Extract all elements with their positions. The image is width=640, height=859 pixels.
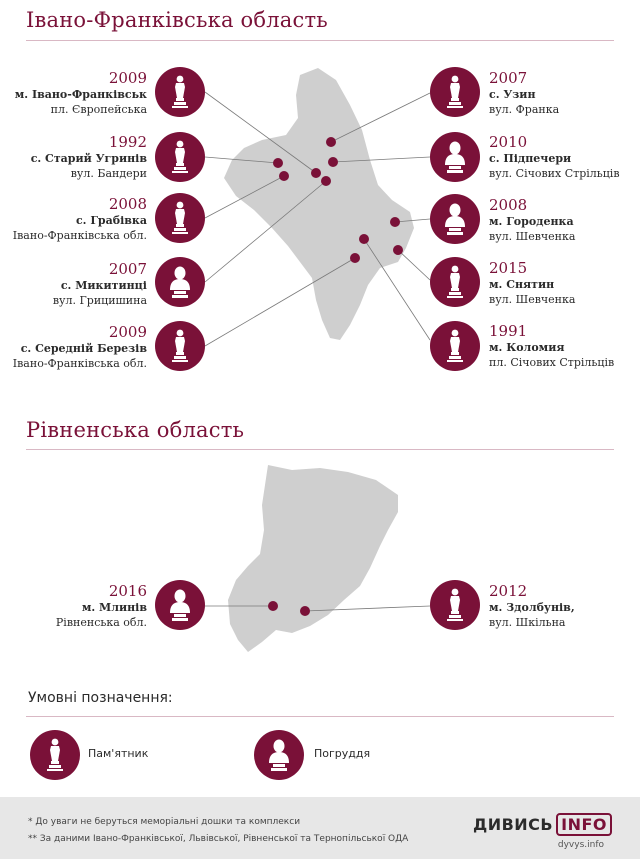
place: с. Підпечери xyxy=(489,152,572,165)
footnote: ** За даними Івано-Франківської, Львівської, Рівненської та Тернопільської ОДА xyxy=(28,834,409,844)
location-label xyxy=(489,582,575,630)
bust-icon xyxy=(430,194,480,244)
location-marker xyxy=(311,168,321,178)
place: м. Івано-Франківськ xyxy=(14,88,147,101)
location-marker xyxy=(390,217,400,227)
street: Івано-Франківська обл. xyxy=(12,229,147,242)
legend-bust-label: Погруддя xyxy=(314,747,371,760)
monument-icon xyxy=(430,321,480,371)
brand-logo xyxy=(473,815,612,834)
year: 2015 xyxy=(489,259,528,277)
year: 1992 xyxy=(108,133,147,151)
place: с. Грабівка xyxy=(75,214,147,227)
street: Рівненська обл. xyxy=(55,616,147,629)
location-marker xyxy=(326,137,336,147)
legend-title: Умовні позначення: xyxy=(28,690,173,706)
year: 1991 xyxy=(489,322,528,340)
place: с. Микитинці xyxy=(60,279,147,292)
location-marker xyxy=(273,158,283,168)
location-marker xyxy=(268,601,278,611)
year: 2012 xyxy=(489,582,528,600)
year: 2009 xyxy=(108,323,147,341)
street: вул. Грицишина xyxy=(52,294,147,307)
monument-icon xyxy=(155,193,205,243)
year: 2007 xyxy=(108,260,147,278)
footnote: * До уваги не беруться меморіальні дошки та комплекси xyxy=(28,817,301,827)
location-label xyxy=(489,322,614,370)
brand-url: dyvys.info xyxy=(557,840,604,850)
location-marker xyxy=(393,245,403,255)
location-label xyxy=(489,259,575,307)
location-label xyxy=(53,260,147,308)
section-title-ivano-frankivsk: Івано-Франківська область xyxy=(26,8,328,32)
location-marker xyxy=(321,176,331,186)
location-marker xyxy=(279,171,289,181)
ivano-frankivsk-oblast-map xyxy=(224,68,414,340)
monument-icon xyxy=(155,132,205,182)
street: пл. Європейська xyxy=(50,103,147,116)
location-label xyxy=(13,323,147,371)
place: м. Снятин xyxy=(489,278,555,291)
monument-icon xyxy=(155,67,205,117)
bust-icon xyxy=(155,580,205,630)
location-label xyxy=(31,133,147,181)
place: м. Млинів xyxy=(81,601,147,614)
location-marker xyxy=(350,253,360,263)
location-marker xyxy=(359,234,369,244)
place: с. Старий Угринів xyxy=(30,152,147,165)
year: 2008 xyxy=(108,195,147,213)
rivne-oblast-map xyxy=(228,465,398,652)
monument-icon xyxy=(430,67,480,117)
street: пл. Січових Стрільців xyxy=(489,356,615,369)
bust-icon xyxy=(254,730,304,780)
monument-icon xyxy=(430,580,480,630)
year: 2016 xyxy=(108,582,147,600)
legend-divider xyxy=(26,716,614,717)
street: вул. Шевченка xyxy=(489,293,576,306)
brand-info: INFO xyxy=(556,813,612,836)
location-label xyxy=(56,582,147,630)
place: с. Середній Березів xyxy=(20,342,147,355)
year: 2008 xyxy=(489,196,528,214)
street: вул. Шкільна xyxy=(489,616,566,629)
monument-icon xyxy=(155,321,205,371)
location-marker xyxy=(328,157,338,167)
location-label xyxy=(489,196,575,244)
bust-icon xyxy=(155,257,205,307)
place: м. Коломия xyxy=(489,341,565,354)
place: с. Узин xyxy=(489,88,536,101)
location-marker xyxy=(300,606,310,616)
monument-icon xyxy=(30,730,80,780)
street: вул. Франка xyxy=(489,103,560,116)
bust-icon xyxy=(430,132,480,182)
year: 2009 xyxy=(108,69,147,87)
monument-icon xyxy=(430,257,480,307)
year: 2007 xyxy=(489,69,528,87)
place: м. Городенка xyxy=(489,215,574,228)
place: м. Здолбунів, xyxy=(489,601,575,614)
street: вул. Бандери xyxy=(70,167,147,180)
street: вул. Шевченка xyxy=(489,230,576,243)
street: вул. Січових Стрільців xyxy=(489,167,620,180)
legend-monument-label: Пам'ятник xyxy=(88,747,149,760)
connector-line xyxy=(398,250,430,280)
section-title-rivne: Рівненська область xyxy=(26,418,245,442)
brand-name: ДИВИСЬ xyxy=(472,815,554,834)
location-label xyxy=(489,69,559,117)
location-label xyxy=(489,133,620,181)
street: Івано-Франківська обл. xyxy=(12,357,147,370)
location-label xyxy=(13,195,147,243)
location-label xyxy=(15,69,147,117)
year: 2010 xyxy=(489,133,528,151)
